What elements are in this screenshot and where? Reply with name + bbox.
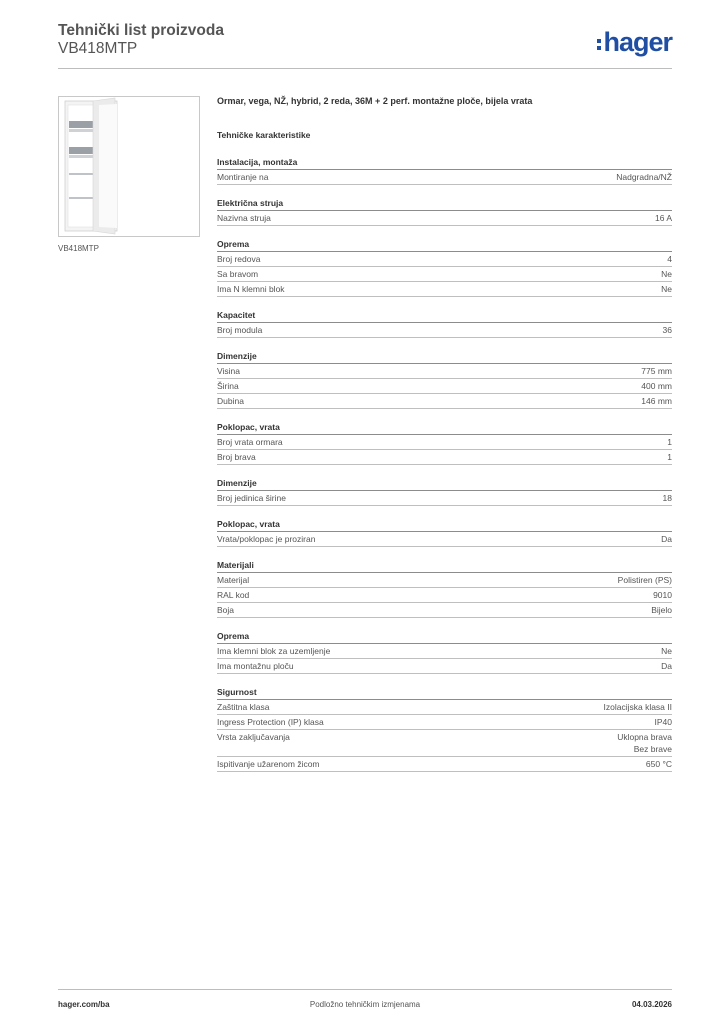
spec-group-title: Sigurnost <box>217 687 257 697</box>
spec-row <box>217 282 672 297</box>
document-title: Tehnički list proizvoda <box>58 22 224 39</box>
spec-content <box>217 95 672 772</box>
spec-row <box>217 644 672 659</box>
spec-value: 36 <box>662 325 672 335</box>
spec-row <box>217 757 672 772</box>
spec-value: 146 mm <box>641 396 672 406</box>
logo-text: hager <box>603 26 672 57</box>
spec-label: Visina <box>217 366 240 376</box>
spec-value: 775 mm <box>641 366 672 376</box>
spec-label: RAL kod <box>217 590 250 600</box>
logo-colon-icon <box>597 35 601 50</box>
spec-label: Vrata/poklopac je proziran <box>217 534 316 544</box>
spec-value: Ne <box>661 284 672 294</box>
spec-groups <box>217 156 672 772</box>
spec-row <box>217 532 672 547</box>
spec-row <box>217 588 672 603</box>
spec-value: 1 <box>667 437 672 447</box>
spec-value: 9010 <box>653 590 672 600</box>
page-footer <box>58 989 672 1014</box>
spec-value: Izolacijska klasa II <box>603 702 672 712</box>
spec-row <box>217 394 672 409</box>
spec-row <box>217 715 672 730</box>
spec-label: Sa bravom <box>217 269 259 279</box>
spec-value: Da <box>661 661 672 671</box>
spec-group-title: Poklopac, vrata <box>217 519 280 529</box>
spec-row <box>217 211 672 226</box>
spec-row <box>217 252 672 267</box>
footer-date: 04.03.2026 <box>631 1000 672 1009</box>
spec-group-title: Poklopac, vrata <box>217 422 280 432</box>
spec-row <box>217 700 672 715</box>
spec-value: Polistiren (PS) <box>617 575 672 585</box>
spec-value: 18 <box>662 493 672 503</box>
spec-row <box>217 491 672 506</box>
spec-group-title: Kapacitet <box>217 310 256 320</box>
spec-row <box>217 379 672 394</box>
spec-value: 4 <box>667 254 672 264</box>
spec-label: Materijal <box>217 575 250 585</box>
spec-value: Nadgradna/NŽ <box>616 172 672 182</box>
spec-label: Broj brava <box>217 452 256 462</box>
spec-label: Broj modula <box>217 325 263 335</box>
spec-row <box>217 323 672 338</box>
section-heading: Tehničke karakteristike <box>217 130 311 140</box>
spec-group-title: Oprema <box>217 631 250 641</box>
spec-label: Ima klemni blok za uzemljenje <box>217 646 331 656</box>
spec-row <box>217 730 672 757</box>
image-caption: VB418MTP <box>58 244 99 253</box>
spec-value: Ne <box>661 646 672 656</box>
spec-row <box>217 170 672 185</box>
spec-row <box>217 573 672 588</box>
spec-label: Vrsta zaključavanja <box>217 732 290 742</box>
spec-label: Broj jedinica širine <box>217 493 286 503</box>
spec-label: Dubina <box>217 396 244 406</box>
spec-group-title: Dimenzije <box>217 478 257 488</box>
cabinet-illustration <box>59 97 199 236</box>
page-header <box>58 22 672 69</box>
spec-value: Uklopna brava Bez brave <box>617 732 672 754</box>
hager-logo <box>597 27 672 57</box>
spec-label: Ima N klemni blok <box>217 284 285 294</box>
spec-row <box>217 603 672 618</box>
spec-label: Zaštitna klasa <box>217 702 270 712</box>
spec-value: 1 <box>667 452 672 462</box>
spec-label: Ingress Protection (IP) klasa <box>217 717 324 727</box>
spec-group-title: Električna struja <box>217 198 284 208</box>
footer-website: hager.com/ba <box>58 1000 110 1009</box>
spec-group-title: Instalacija, montaža <box>217 157 298 167</box>
spec-label: Montiranje na <box>217 172 269 182</box>
spec-value: Da <box>661 534 672 544</box>
spec-label: Boja <box>217 605 235 615</box>
product-code: VB418MTP <box>58 40 138 57</box>
spec-label: Širina <box>217 381 239 391</box>
spec-label: Nazivna struja <box>217 213 271 223</box>
spec-row <box>217 364 672 379</box>
spec-value: Ne <box>661 269 672 279</box>
spec-row <box>217 659 672 674</box>
spec-label: Ima montažnu ploču <box>217 661 294 671</box>
spec-label: Broj redova <box>217 254 261 264</box>
spec-label: Ispitivanje užarenom žicom <box>217 759 320 769</box>
spec-group-title: Materijali <box>217 560 254 570</box>
spec-group-title: Oprema <box>217 239 250 249</box>
footer-note: Podložno tehničkim izmjenama <box>309 1000 421 1009</box>
product-description: Ormar, vega, NŽ, hybrid, 2 reda, 36M + 2 perf. montažne ploče, bijela vrata <box>217 96 533 106</box>
spec-value: IP40 <box>654 717 672 727</box>
spec-label: Broj vrata ormara <box>217 437 283 447</box>
spec-row <box>217 267 672 282</box>
product-image <box>58 96 200 237</box>
spec-row <box>217 450 672 465</box>
spec-group-title: Dimenzije <box>217 351 257 361</box>
spec-row <box>217 435 672 450</box>
spec-value: 400 mm <box>641 381 672 391</box>
spec-value: Bijelo <box>651 605 672 615</box>
spec-value: 16 A <box>654 213 672 223</box>
spec-value: 650 °C <box>645 759 672 769</box>
